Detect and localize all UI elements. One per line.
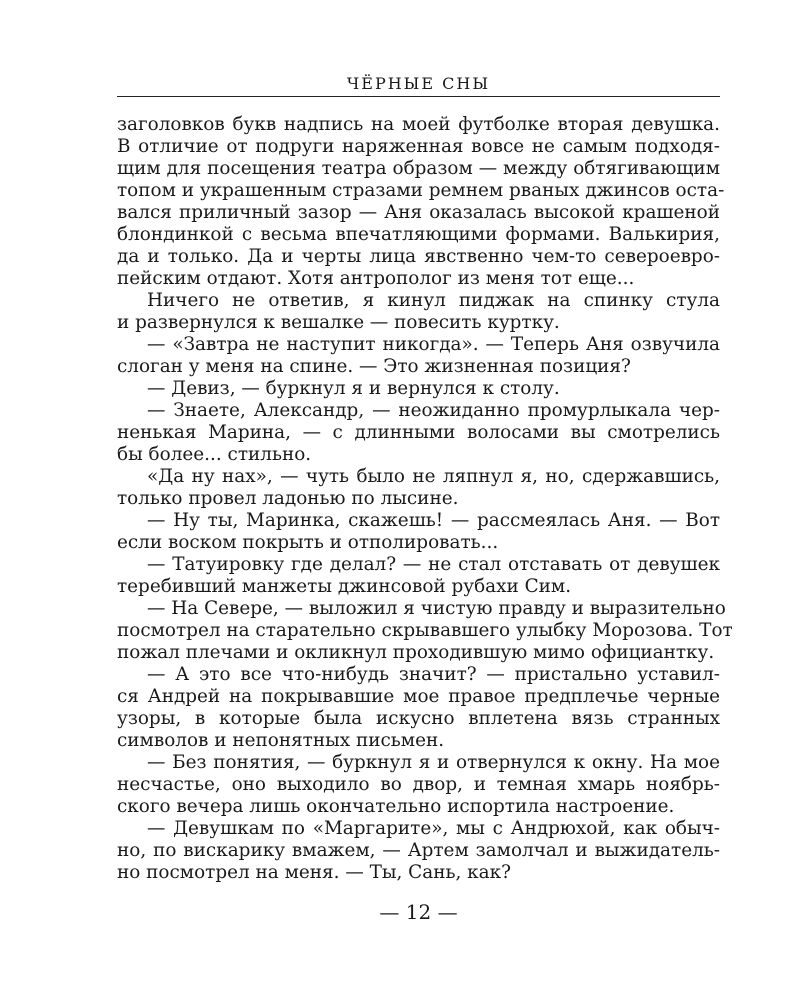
text-line: — На Севере, — выложил я чистую правду и выразительно (147, 598, 726, 619)
text-line: — Знаете, Александр, — неожиданно промурлыкала чер- (147, 400, 720, 421)
text-line: — Ну ты, Маринка, скажешь! — рассмеялась Аня. — Вот (147, 510, 720, 531)
paragraph (117, 334, 720, 378)
text-line: только провел ладонью по лысине. (117, 488, 459, 509)
text-line: теребивший манжеты джинсовой рубахи Сим. (117, 576, 572, 597)
text-line: да и только. Да и черты лица явственно чем-то североевро- (117, 246, 720, 267)
header-rule (117, 96, 720, 97)
text-line: заголовков букв надпись на моей футболке вторая девушка. (117, 114, 720, 135)
text-line: — «Завтра не наступит никогда». — Теперь Аня озвучила (147, 334, 720, 355)
text-line: но посмотрел на меня. — Ты, Сань, как? (117, 862, 511, 883)
text-line: — Девушкам по «Маргарите», мы с Андрюхой, как обыч- (147, 818, 720, 839)
paragraph (117, 290, 720, 334)
text-line: «Да ну нах», — чуть было не ляпнул я, но, сдержавшись, (147, 466, 720, 487)
page-number: — 12 — (379, 900, 458, 924)
text-line: — А это все что-нибудь значит? — пристально уставил- (147, 664, 720, 685)
text-line: посмотрел на старательно скрывавшего улыбку Морозова. Тот (117, 620, 733, 641)
body-text (117, 114, 733, 884)
text-line: ненькая Марина, — с длинными волосами вы смотрелись (117, 422, 720, 443)
text-line: символов и непонятных письмен. (117, 730, 445, 751)
paragraph (117, 466, 720, 510)
text-line: но, по вискарику вмажем, — Артем замолчал и выжидатель- (117, 840, 720, 861)
paragraph (117, 114, 725, 290)
paragraph (117, 400, 720, 466)
text-line: — Без понятия, — буркнул я и отвернулся к окну. На мое (147, 752, 720, 773)
paragraph (117, 598, 733, 664)
text-line: слоган у меня на спине. — Это жизненная позиция? (117, 356, 631, 377)
text-line: ского вечера лишь окончательно испортила настроение. (117, 796, 675, 817)
text-line: — Девиз, — буркнул я и вернулся к столу. (147, 378, 560, 399)
text-line: если воском покрыть и отполировать... (117, 532, 499, 553)
paragraph (117, 818, 720, 884)
text-line: — Татуировку где делал? — не стал отставать от девушек (147, 554, 720, 575)
running-header: ЧЁРНЫЕ СНЫ (346, 74, 491, 93)
text-line: щим для посещения театра образом — между обтягивающим (117, 158, 720, 179)
text-line: пожал плечами и окликнул проходившую мимо официантку. (117, 642, 715, 663)
text-line: Ничего не ответив, я кинул пиджак на спинку стула (147, 290, 720, 311)
text-line: ся Андрей на покрывавшие мое правое предплечье черные (117, 686, 720, 707)
paragraph (117, 510, 720, 554)
paragraph (117, 554, 720, 598)
text-line: бы более... стильно. (117, 444, 312, 465)
text-line: узоры, в которые была искусно вплетена вязь странных (117, 708, 720, 729)
text-line: несчастье, оно выходило во двор, и темная хмарь ноябрь- (117, 774, 720, 795)
paragraph (117, 752, 720, 818)
text-line: пейским отдают. Хотя антрополог из меня тот еще... (117, 268, 635, 289)
text-line: блондинкой с весьма впечатляющими формами. Валькирия, (117, 224, 720, 245)
text-line: В отличие от подруги наряженная вовсе не самым подходя- (117, 136, 720, 157)
text-line: топом и украшенным стразами ремнем рваных джинсов оста- (117, 180, 725, 201)
text-line: вался приличный зазор — Аня оказалась высокой крашеной (117, 202, 720, 223)
paragraph (117, 664, 720, 752)
text-line: и развернулся к вешалке — повесить куртку. (117, 312, 560, 333)
paragraph (117, 378, 720, 400)
